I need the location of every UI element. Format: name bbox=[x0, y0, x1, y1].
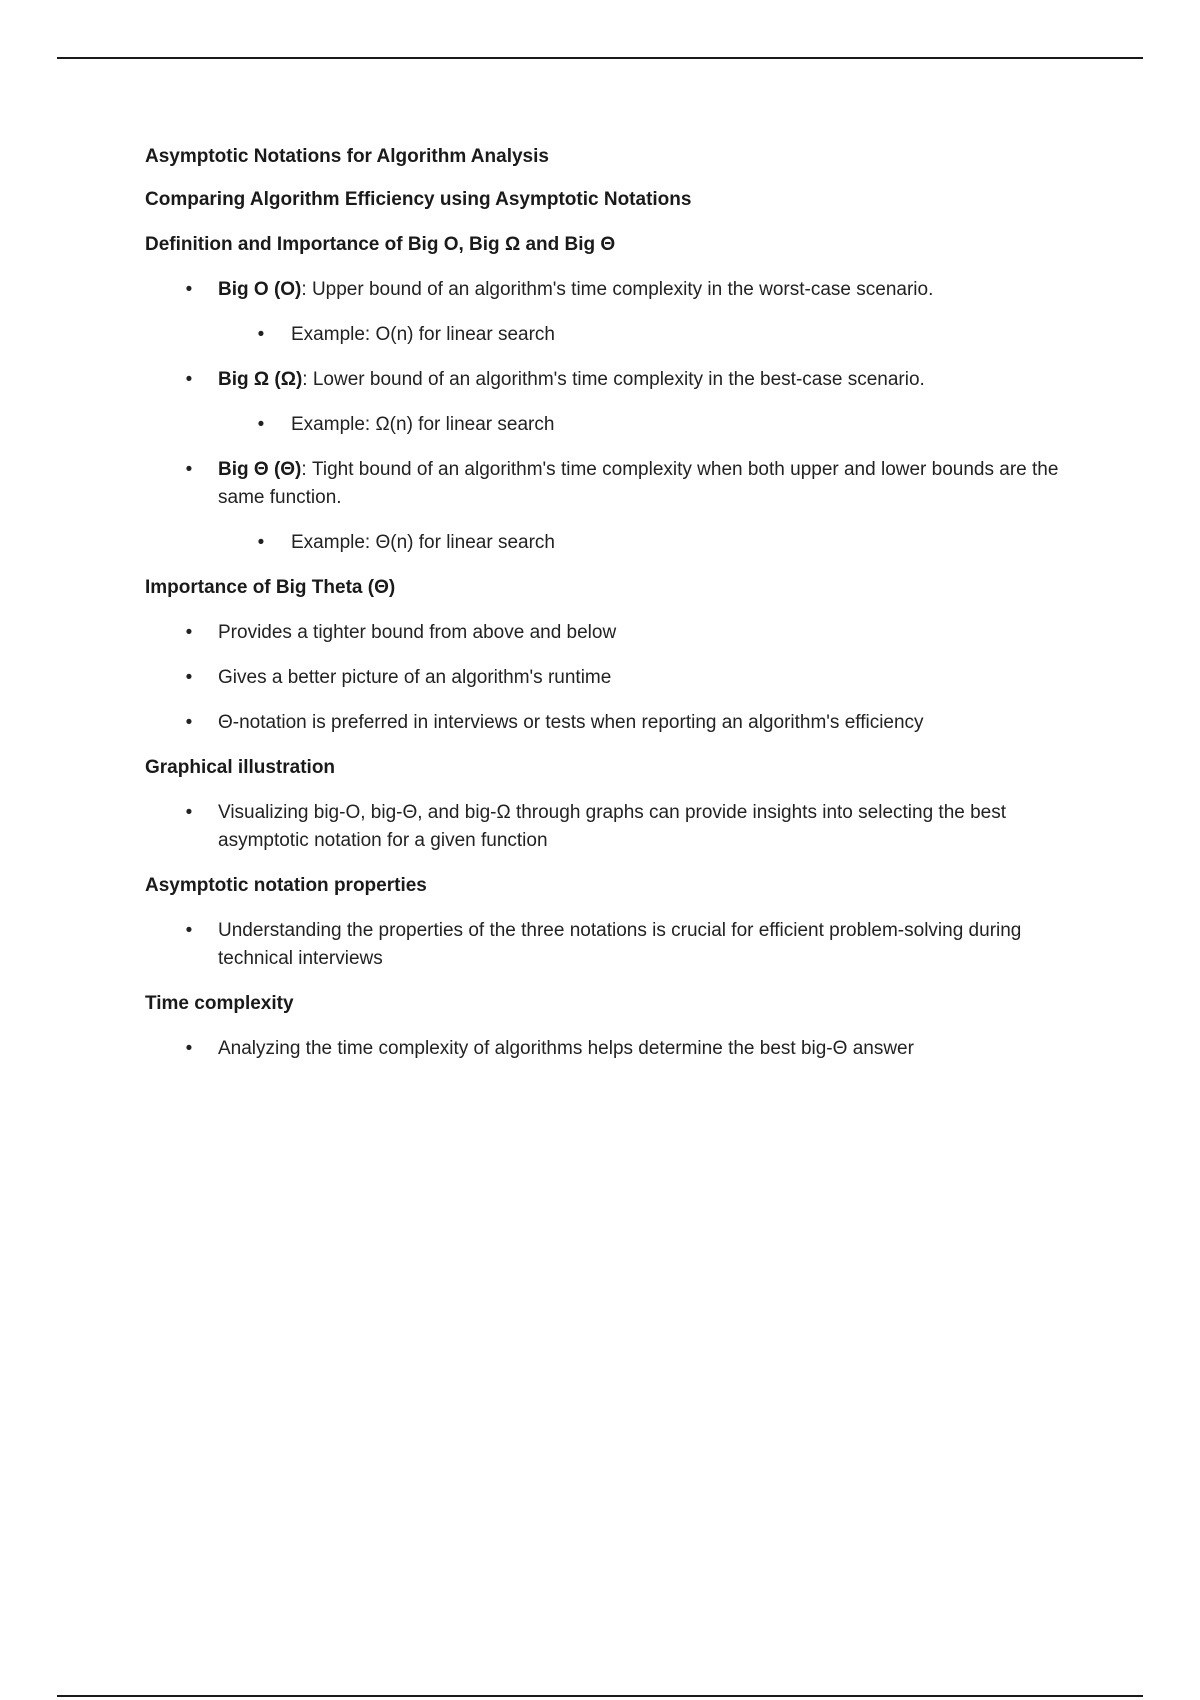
list-item bbox=[145, 1035, 1065, 1063]
list-item bbox=[145, 799, 1065, 855]
definition-big-omega: : Lower bound of an algorithm's time complexity in the best-case scenario. bbox=[302, 369, 925, 390]
bullet-icon: • bbox=[185, 920, 193, 941]
section-heading-definition: Definition and Importance of Big O, Big Ω and Big Θ bbox=[145, 234, 616, 255]
footer-rule bbox=[57, 1695, 1143, 1697]
list-item bbox=[145, 709, 1065, 737]
list-item-big-o bbox=[145, 276, 1065, 304]
list-item-big-theta bbox=[145, 456, 1065, 512]
bullet-icon: • bbox=[257, 414, 265, 435]
bullet-icon: • bbox=[185, 712, 193, 733]
term-big-o: Big O (O) bbox=[218, 279, 302, 300]
list-item bbox=[145, 664, 1065, 692]
list-item-text: Provides a tighter bound from above and below bbox=[218, 622, 617, 643]
list-item bbox=[145, 619, 1065, 647]
term-big-theta: Big Θ (Θ) bbox=[218, 459, 302, 480]
list-item bbox=[145, 917, 1065, 973]
term-big-omega: Big Ω (Ω) bbox=[218, 369, 303, 390]
list-item-text: Gives a better picture of an algorithm's runtime bbox=[218, 667, 612, 688]
bullet-icon: • bbox=[185, 459, 193, 480]
list-item-text: Analyzing the time complexity of algorithms helps determine the best big-Θ answer bbox=[218, 1038, 914, 1059]
list-item-text: Visualizing big-O, big-Θ, and big-Ω through graphs can provide insights into selecting the best asymptotic notation for a given function bbox=[218, 802, 1007, 851]
bullet-icon: • bbox=[185, 369, 193, 390]
list-item-big-omega-example bbox=[145, 411, 1065, 439]
bullet-icon: • bbox=[185, 667, 193, 688]
bullet-icon: • bbox=[185, 1038, 193, 1059]
document-title: Asymptotic Notations for Algorithm Analysis bbox=[145, 146, 549, 167]
section-heading-time-complexity: Time complexity bbox=[145, 993, 294, 1014]
bullet-icon: • bbox=[185, 802, 193, 823]
example-big-o: Example: O(n) for linear search bbox=[291, 324, 555, 345]
document-subtitle: Comparing Algorithm Efficiency using Asymptotic Notations bbox=[145, 189, 692, 210]
definition-big-theta: : Tight bound of an algorithm's time complexity when both upper and lower bounds are the same function. bbox=[218, 459, 1059, 508]
header-rule bbox=[57, 57, 1143, 59]
list-item-text: Understanding the properties of the three notations is crucial for efficient problem-solving during technical interviews bbox=[218, 920, 1022, 969]
section-heading-properties: Asymptotic notation properties bbox=[145, 875, 427, 896]
example-big-theta: Example: Θ(n) for linear search bbox=[291, 532, 555, 553]
document-body bbox=[145, 143, 1065, 1080]
example-big-omega: Example: Ω(n) for linear search bbox=[291, 414, 555, 435]
list-item-text: Θ-notation is preferred in interviews or tests when reporting an algorithm's efficiency bbox=[218, 712, 924, 733]
section-heading-importance: Importance of Big Theta (Θ) bbox=[145, 577, 396, 598]
bullet-icon: • bbox=[257, 532, 265, 553]
list-item-big-theta-example bbox=[145, 529, 1065, 557]
bullet-icon: • bbox=[257, 324, 265, 345]
bullet-icon: • bbox=[185, 622, 193, 643]
list-item-big-o-example bbox=[145, 321, 1065, 349]
definition-big-o: : Upper bound of an algorithm's time complexity in the worst-case scenario. bbox=[301, 279, 934, 300]
list-item-big-omega bbox=[145, 366, 1065, 394]
section-heading-graphical: Graphical illustration bbox=[145, 757, 336, 778]
bullet-icon: • bbox=[185, 279, 193, 300]
